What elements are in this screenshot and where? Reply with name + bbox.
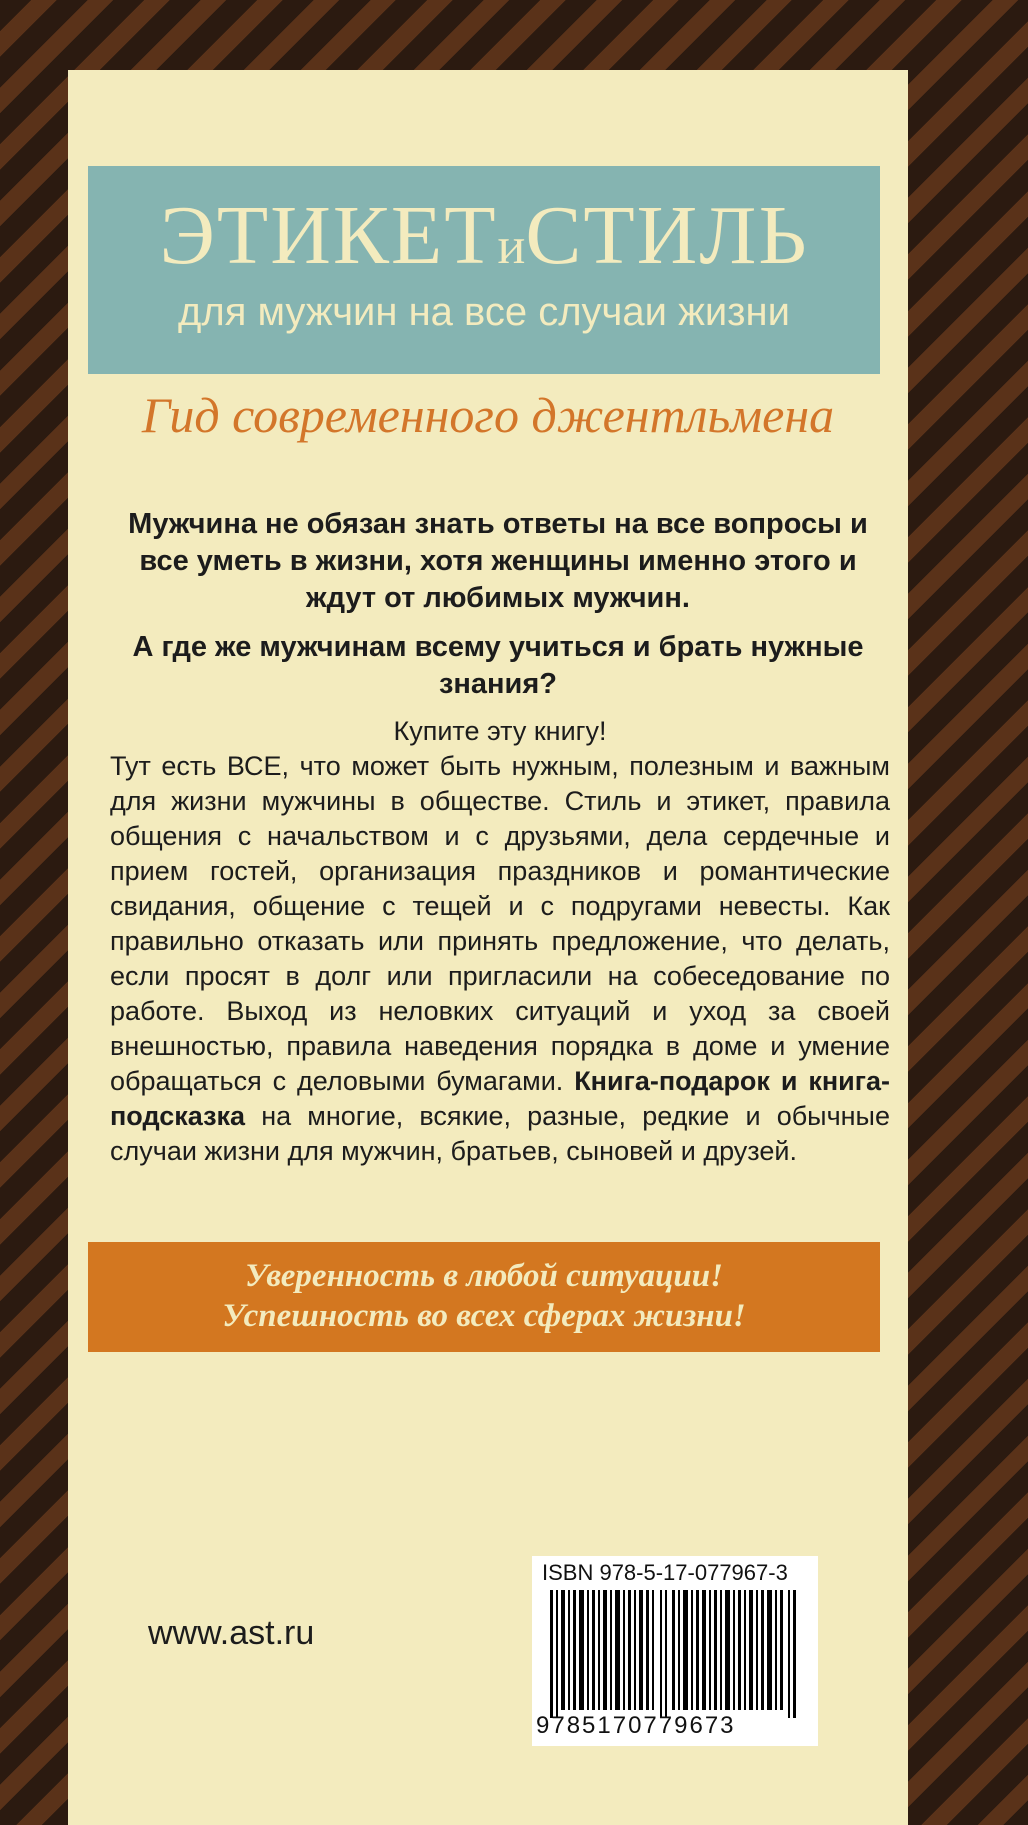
publisher-website[interactable]: www.ast.ru: [148, 1614, 315, 1652]
intro-paragraph-1: Мужчина не обязан знать ответы на все вопросы и все уметь в жизни, хотя женщины именно этого и ждут от любимых мужчин.: [128, 508, 868, 614]
slogan-line-1: Уверенность в любой ситуации!: [245, 1258, 723, 1294]
barcode-box: [532, 1556, 818, 1746]
description-highlight: Книга-подарок и книга-подсказка: [110, 1066, 890, 1131]
book-title: [88, 189, 880, 282]
guide-tagline: Гид современного джентльмена: [141, 387, 835, 443]
slogan-box: [88, 1242, 880, 1352]
barcode-bars: [550, 1590, 802, 1718]
description-block: [110, 714, 890, 1169]
buy-call: Купите эту книгу!: [393, 716, 607, 746]
slogan-line-2: Успешность во всех сферах жизни!: [222, 1298, 746, 1334]
title-part2: СТИЛЬ: [525, 189, 809, 282]
description-text-end: на многие, всякие, разные, редкие и обычные случаи жизни для мужчин, братьев, сыновей и друзей.: [110, 1101, 890, 1166]
barcode-digits: 9785170779673: [536, 1712, 736, 1739]
intro-paragraph-2: А где же мужчинам всему учиться и брать нужные знания?: [132, 631, 864, 700]
title-part1: ЭТИКЕТ: [159, 189, 498, 282]
title-box: [88, 166, 880, 374]
book-subtitle: для мужчин на все случаи жизни: [178, 290, 790, 334]
back-cover-panel: [68, 70, 908, 1825]
title-conjunction: и: [497, 218, 526, 275]
isbn-label: ISBN 978-5-17-077967-3: [542, 1560, 788, 1585]
description-paragraph: [110, 749, 890, 1169]
intro-block: [108, 506, 888, 715]
description-text: Тут есть ВСЕ, что может быть нужным, полезным и важным для жизни мужчины в обществе. Стиль и этикет, правила общения с начальством и с друзьями, дела сердечные и прием гостей, организация праздников и романтические свидания, общение с тещей и с подругами невесты. Как правильно отказать или принять предложение, что делать, если просят в долг или пригласили на собеседование по работе. Выход из неловких ситуаций и уход за своей внешностью, правила наведения порядка в доме и умение обращаться с деловыми бумагами.: [110, 751, 890, 1096]
